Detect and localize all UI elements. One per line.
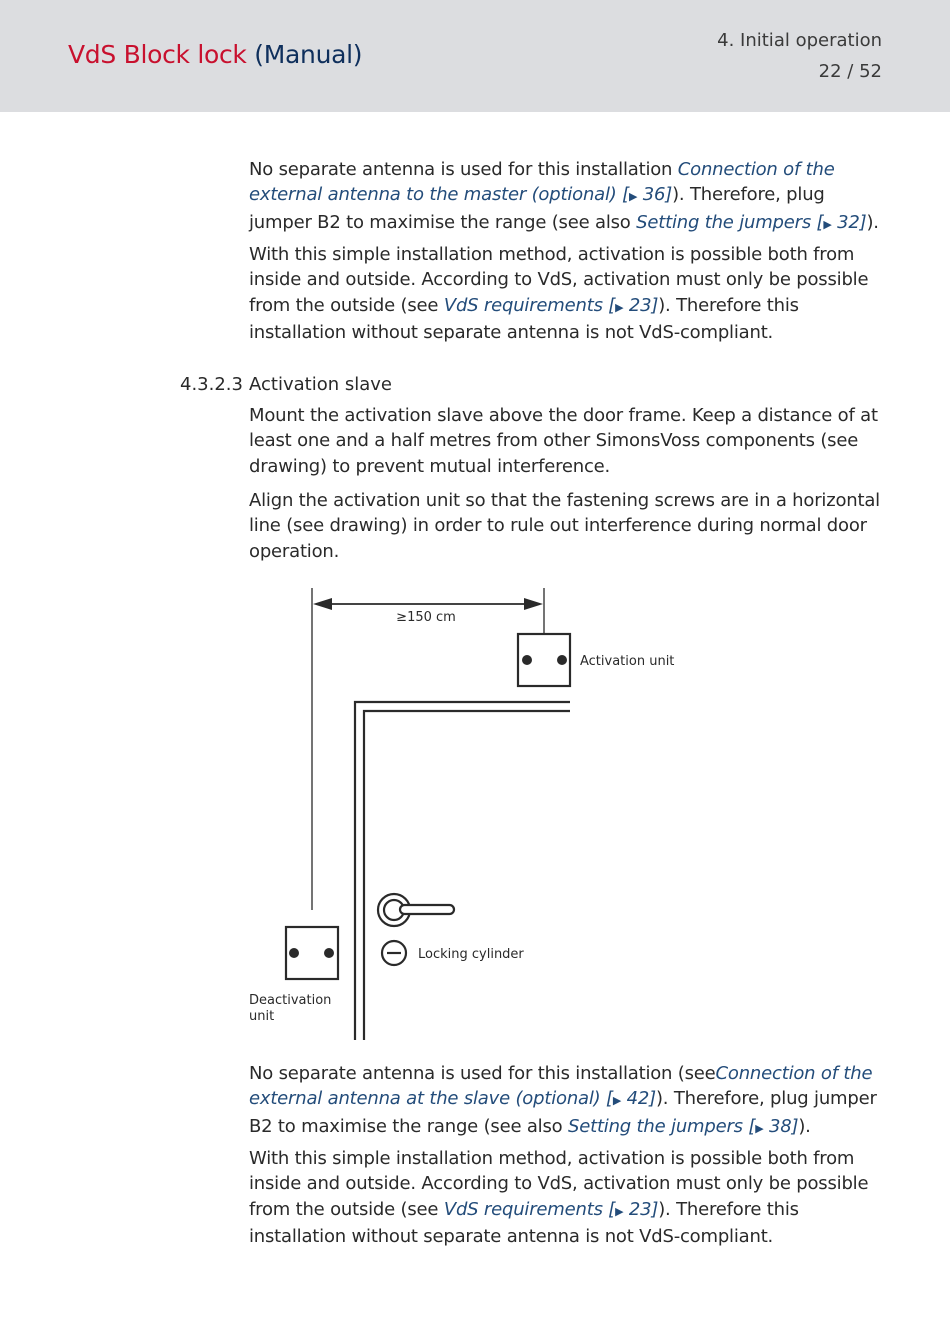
text: With this simple installation method, activation is possible both from inside and outside. According to VdS, activation must only be possible from the outside (see: [249, 1148, 869, 1220]
link-text: Setting the jumpers [: [636, 211, 824, 233]
text: ).: [798, 1115, 811, 1137]
link-ref: 32]: [831, 211, 867, 233]
paragraph-antenna-slave: [249, 1061, 889, 1141]
brand-main: VdS Block lock: [68, 40, 247, 69]
paragraph-mount-slave: Mount the activation slave above the door frame. Keep a distance of at least one and a half metres from other SimonsVoss components (see drawing) to prevent mutual interference.: [249, 405, 878, 477]
section-title: Activation slave: [249, 374, 392, 395]
locking-cylinder-label: Locking cylinder: [418, 947, 524, 962]
link-text: VdS requirements [: [443, 294, 616, 316]
text: ).: [866, 211, 879, 233]
chapter-title: 4. Initial operation: [717, 30, 882, 51]
deactivation-unit-label-line1: Deactivation: [249, 993, 332, 1008]
section-number: 4.3.2.3: [180, 374, 243, 395]
page-number: 22 / 52: [818, 61, 882, 82]
text: ). Therefore this installation without separate antenna is not VdS-compliant.: [249, 294, 799, 343]
text: With this simple installation method, activation is possible both from inside and outside. According to VdS, activation must only be possible from the outside (see: [249, 244, 869, 316]
link-vds-requirements-slave[interactable]: [444, 1199, 658, 1220]
triangle-right-icon: ▶: [755, 1121, 764, 1135]
deactivation-unit-label-line2: unit: [249, 1009, 275, 1024]
link-ref: 38]: [763, 1115, 799, 1137]
screw-icon: [324, 948, 334, 958]
paragraph-align-unit: Align the activation unit so that the fastening screws are in a horizontal line (see drawing) in order to rule out interference during normal door operation.: [249, 490, 880, 562]
arrow-left-icon: [313, 598, 332, 610]
door-handle-lever: [400, 905, 454, 914]
text: No separate antenna is used for this installation (see: [249, 1063, 716, 1084]
link-text: Connection of the external antenna to the master (optional) [: [249, 159, 835, 206]
link-setting-jumpers-slave[interactable]: [568, 1116, 798, 1137]
door-frame-outer: [355, 702, 570, 1040]
screw-icon: [557, 655, 567, 665]
triangle-right-icon: ▶: [823, 217, 832, 231]
activation-unit-label: Activation unit: [580, 654, 675, 669]
triangle-right-icon: ▶: [615, 1204, 624, 1218]
text: No separate antenna is used for this installation: [249, 159, 678, 180]
link-ref: 42]: [621, 1088, 656, 1110]
arrow-right-icon: [524, 598, 543, 610]
link-ref: 36]: [637, 184, 673, 206]
triangle-right-icon: ▶: [615, 300, 624, 314]
text: ). Therefore this installation without separate antenna is not VdS-compliant.: [249, 1198, 799, 1247]
text: ). Therefore, plug jumper B2 to maximise the range (see also: [249, 1088, 877, 1137]
text: ). Therefore, plug jumper B2 to maximise the range (see also: [249, 184, 825, 233]
link-ref: 23]: [623, 294, 659, 316]
triangle-right-icon: ▶: [628, 190, 638, 204]
link-ref: 23]: [623, 1198, 659, 1220]
link-text: VdS requirements [: [443, 1198, 616, 1220]
triangle-right-icon: ▶: [612, 1094, 622, 1108]
screw-icon: [522, 655, 532, 665]
distance-label: ≥150 cm: [396, 610, 456, 625]
brand-suffix: (Manual): [254, 40, 363, 69]
paragraph-vds-compliance-slave: [249, 1146, 889, 1249]
link-text: Setting the jumpers [: [567, 1115, 756, 1137]
screw-icon: [289, 948, 299, 958]
door-frame-inner: [364, 711, 570, 1040]
link-text: Connection of the external antenna at the slave (optional) [: [249, 1063, 873, 1110]
